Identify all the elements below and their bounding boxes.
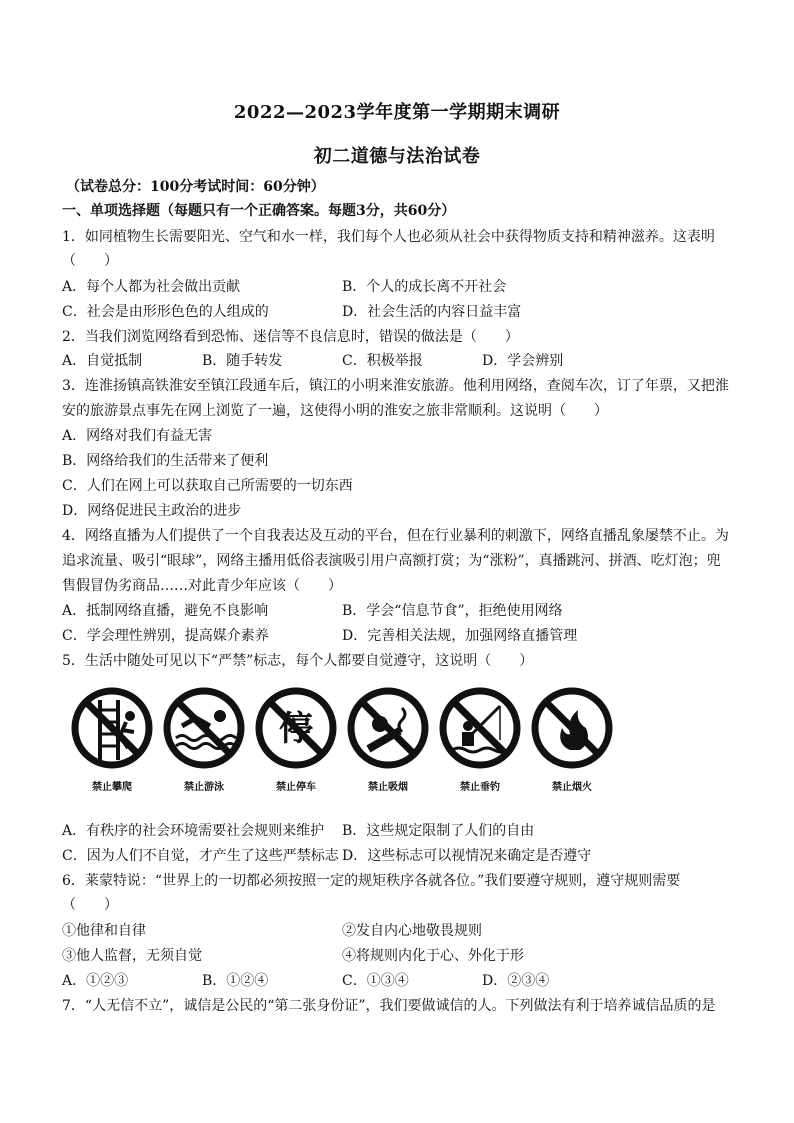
q6-statement-2: ②发自内心地敬畏规则	[342, 923, 482, 939]
q5-option-b: B．这些规定限制了人们的自由	[342, 823, 535, 839]
q5-stem: 5．生活中随处可见以下“严禁”标志，每个人都要自觉遵守，这说明（ ）	[62, 653, 534, 669]
exam-info: （试卷总分：100分考试时间：60分钟）	[66, 179, 325, 195]
q3-option-d: D．网络促进民主政治的进步	[62, 503, 242, 519]
q6-stem: 6．莱蒙特说：“世界上的一切都必须按照一定的规矩秩序各就各位。”我们要遵守规则，遵守规则需要	[62, 873, 681, 889]
q2-option-b: B．随手转发	[202, 353, 283, 369]
q4-option-a: A．抵制网络直播，避免不良影响	[62, 603, 269, 619]
q3-option-b: B．网络给我们的生活带来了便利	[62, 453, 269, 469]
q1-option-c: C．社会是由形形色色的人组成的	[62, 304, 269, 320]
page-title: 2022—2023学年度第一学期期末调研	[233, 102, 561, 123]
q1-option-a: A．每个人都为社会做出贡献	[62, 279, 241, 295]
sign-no-fire	[530, 686, 614, 793]
q2-option-c: C．积极举报	[342, 353, 423, 369]
sign-no-fishing	[438, 686, 522, 793]
q4-stem: 4．网络直播为人们提供了一个自我表达及互动的平台，但在行业暴利的刺激下，网络直播乱象屡禁不止。为	[62, 528, 729, 544]
no-smoking-icon	[346, 686, 430, 770]
sign-caption: 禁止烟火	[552, 782, 592, 793]
q4-option-d: D．完善相关法规，加强网络直播管理	[342, 628, 578, 644]
q3-option-c: C．人们在网上可以获取自己所需要的一切东西	[62, 478, 353, 494]
q6-stem-cont: （ ）	[62, 897, 118, 913]
q2-stem: 2．当我们浏览网络看到恐怖、迷信等不良信息时，错误的做法是（ ）	[62, 329, 519, 345]
no-climbing-icon	[70, 686, 154, 770]
q6-statement-4: ④将规则内化于心、外化于形	[342, 948, 524, 964]
no-fire-icon	[530, 686, 614, 770]
q4-option-c: C．学会理性辨别，提高媒介素养	[62, 628, 269, 644]
sign-no-swimming	[162, 686, 246, 793]
q4-stem-cont2: 售假冒伪劣商品……对此青少年应该（ ）	[62, 578, 342, 594]
q3-stem: 3．连淮扬镇高铁淮安至镇江段通车后，镇江的小明来淮安旅游。他利用网络，查阅车次，订了年票，又把淮	[62, 378, 729, 394]
prohibition-signs	[70, 686, 615, 796]
sign-caption: 禁止垂钓	[460, 782, 500, 793]
q2-option-d: D．学会辨别	[482, 353, 564, 369]
sign-caption: 禁止攀爬	[92, 782, 132, 793]
q7-stem: 7．“人无信不立”，诚信是公民的“第二张身份证”，我们要做诚信的人。下列做法有利于培养诚信品质的是	[62, 998, 716, 1014]
q6-statement-3: ③他人监督，无须自觉	[62, 948, 202, 964]
q1-option-d: D．社会生活的内容日益丰富	[342, 304, 522, 320]
q1-option-b: B．个人的成长离不开社会	[342, 279, 507, 295]
sign-caption: 禁止停车	[276, 782, 316, 793]
q4-stem-cont: 追求流量、吸引“眼球”，网络主播用低俗表演吸引用户高额打赏；为“涨粉”，真播跳河、拼酒、吃灯泡；兜	[62, 553, 721, 569]
sign-no-climbing	[70, 686, 154, 793]
q1-stem-cont: （ ）	[62, 253, 118, 269]
q6-option-b: B．①②④	[202, 973, 269, 989]
page-subtitle: 初二道德与法治试卷	[313, 146, 481, 167]
q2-option-a: A．自觉抵制	[62, 353, 143, 369]
q6-option-c: C．①③④	[342, 973, 409, 989]
q1-stem: 1．如同植物生长需要阳光、空气和水一样，我们每个人也必须从社会中获得物质支持和精神滋养。这表明	[62, 229, 715, 245]
q6-option-d: D．②③④	[482, 973, 550, 989]
no-swimming-icon	[162, 686, 246, 770]
sign-caption: 禁止游泳	[184, 782, 224, 793]
svg-text:停: 停	[279, 709, 313, 749]
q3-stem-cont: 安的旅游景点事先在网上浏览了一遍，这使得小明的淮安之旅非常顺利。这说明（ ）	[62, 403, 608, 419]
sign-no-smoking	[346, 686, 430, 793]
q5-option-a: A．有秩序的社会环境需要社会规则来维护	[62, 823, 325, 839]
sign-no-parking	[254, 686, 338, 793]
q5-option-d: D．这些标志可以视情况来确定是否遵守	[342, 848, 592, 864]
q3-option-a: A．网络对我们有益无害	[62, 428, 213, 444]
no-parking-icon	[254, 686, 338, 770]
q6-option-a: A．①②③	[62, 973, 129, 989]
q4-option-b: B．学会“信息节食”，拒绝使用网络	[342, 603, 563, 619]
q5-option-c: C．因为人们不自觉，才产生了这些严禁标志	[62, 848, 339, 864]
section-heading: 一、单项选择题（每题只有一个正确答案。每题3分，共60分）	[62, 203, 456, 219]
no-fishing-icon	[438, 686, 522, 770]
sign-caption: 禁止吸烟	[368, 782, 408, 793]
q6-statement-1: ①他律和自律	[62, 923, 146, 939]
